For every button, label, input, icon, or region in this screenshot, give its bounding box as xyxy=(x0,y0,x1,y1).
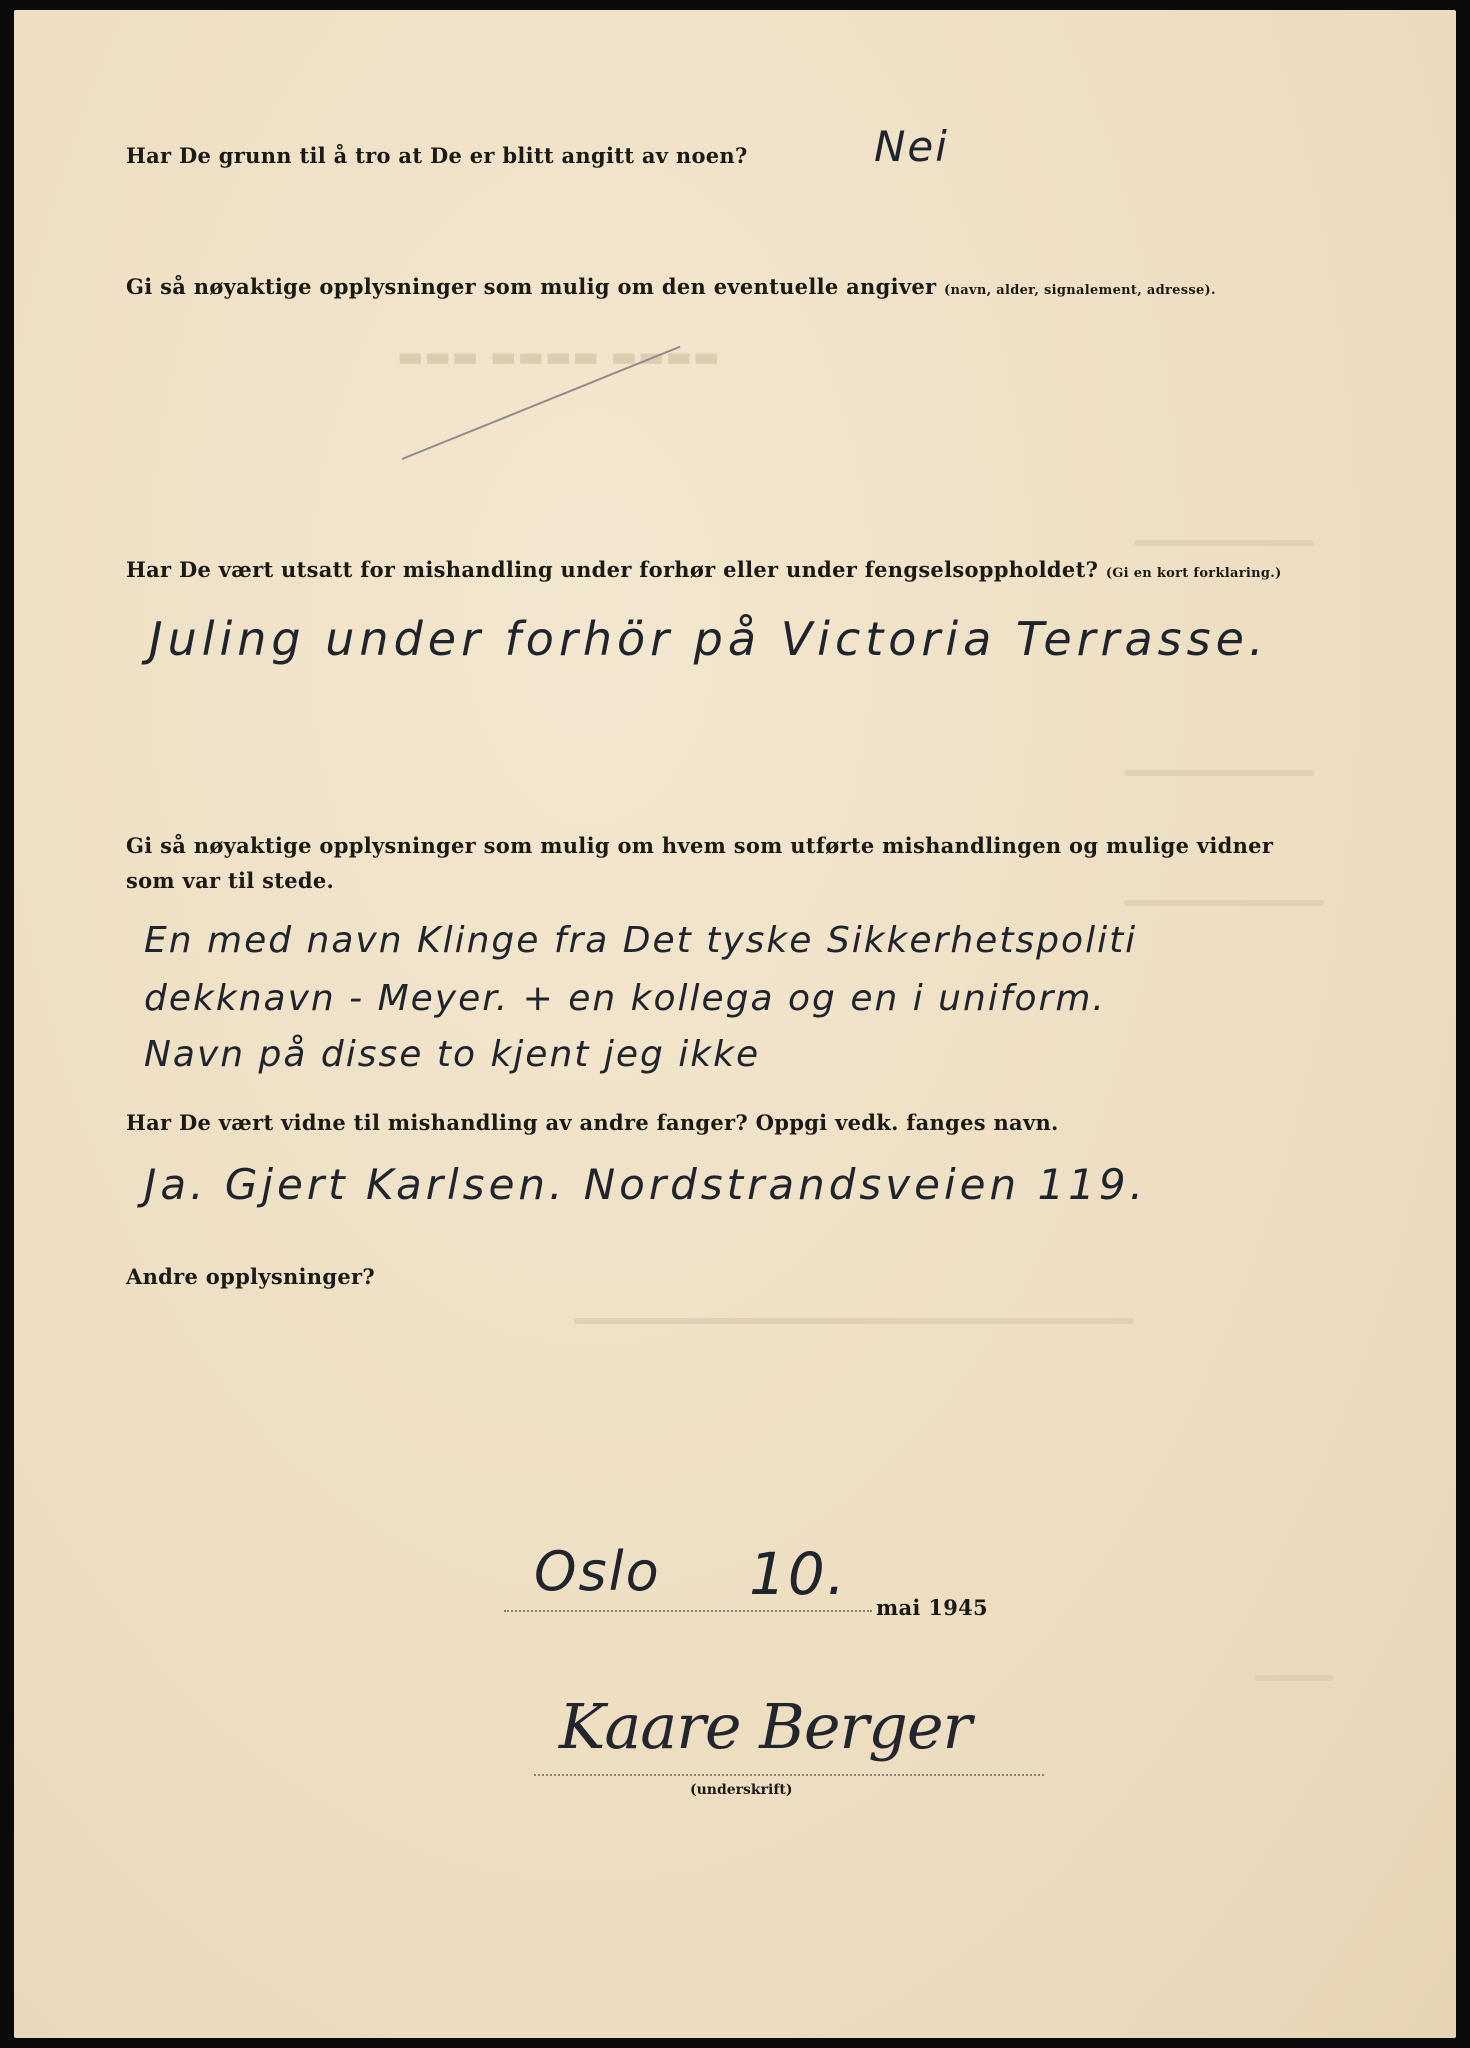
date-month-year: mai 1945 xyxy=(876,1595,988,1620)
answer-perpetrators-line1: En med navn Klinge fra Det tyske Sikkerhetspoliti xyxy=(144,920,1138,961)
bleed-through-line xyxy=(1254,1675,1334,1681)
bleed-through-line xyxy=(1124,770,1314,776)
question-mistreatment-note: (Gi en kort forklaring.) xyxy=(1105,566,1282,581)
answer-perpetrators-line3: Navn på disse to kjent jeg ikke xyxy=(144,1034,761,1075)
bleed-through-line xyxy=(574,1318,1134,1324)
question-perpetrators-line2: som var til stede. xyxy=(126,868,335,893)
signature-line xyxy=(534,1774,1044,1776)
date-place: Oslo xyxy=(534,1540,661,1603)
question-denounced: Har De grunn til å tro at De er blitt angitt av noen? xyxy=(126,143,748,168)
answer-perpetrators-line2: dekknavn - Meyer. + en kollega og en i uniform. xyxy=(144,978,1106,1019)
question-informer-note: (navn, alder, signalement, adresse). xyxy=(944,283,1216,298)
answer-denounced: Nei xyxy=(874,122,949,171)
question-witness: Har De vært vidne til mishandling av andre fanger? Oppgi vedk. fanges navn. xyxy=(126,1110,1059,1135)
question-other-info: Andre opplysninger? xyxy=(126,1264,375,1289)
bleed-through-line xyxy=(1124,900,1324,906)
form-page xyxy=(14,10,1456,2038)
answer-witness: Ja. Gjert Karlsen. Nordstrandsveien 119. xyxy=(144,1160,1147,1209)
question-mistreatment-text: Har De vært utsatt for mishandling under forhør eller under fengselsoppholdet? xyxy=(126,557,1099,582)
question-informer-text: Gi så nøyaktige opplysninger som mulig om den eventuelle angiver xyxy=(126,274,937,299)
signature: Kaare Berger xyxy=(559,1690,972,1763)
date-line xyxy=(504,1610,872,1612)
date-day: 10. xyxy=(749,1540,848,1608)
question-informer-details xyxy=(126,274,1216,299)
answer-mistreatment: Juling under forhör på Victoria Terrasse. xyxy=(149,612,1269,666)
signature-label: (underskrift) xyxy=(690,1782,793,1798)
bleed-through-heading: ▬▬▬ ▬▬▬▬ ▬▬▬▬ xyxy=(397,340,721,373)
question-mistreatment xyxy=(126,557,1282,582)
bleed-through-line xyxy=(1134,540,1314,546)
question-perpetrators: Gi så nøyaktige opplysninger som mulig om hvem som utførte mishandlingen og mulige vidner xyxy=(126,833,1274,858)
